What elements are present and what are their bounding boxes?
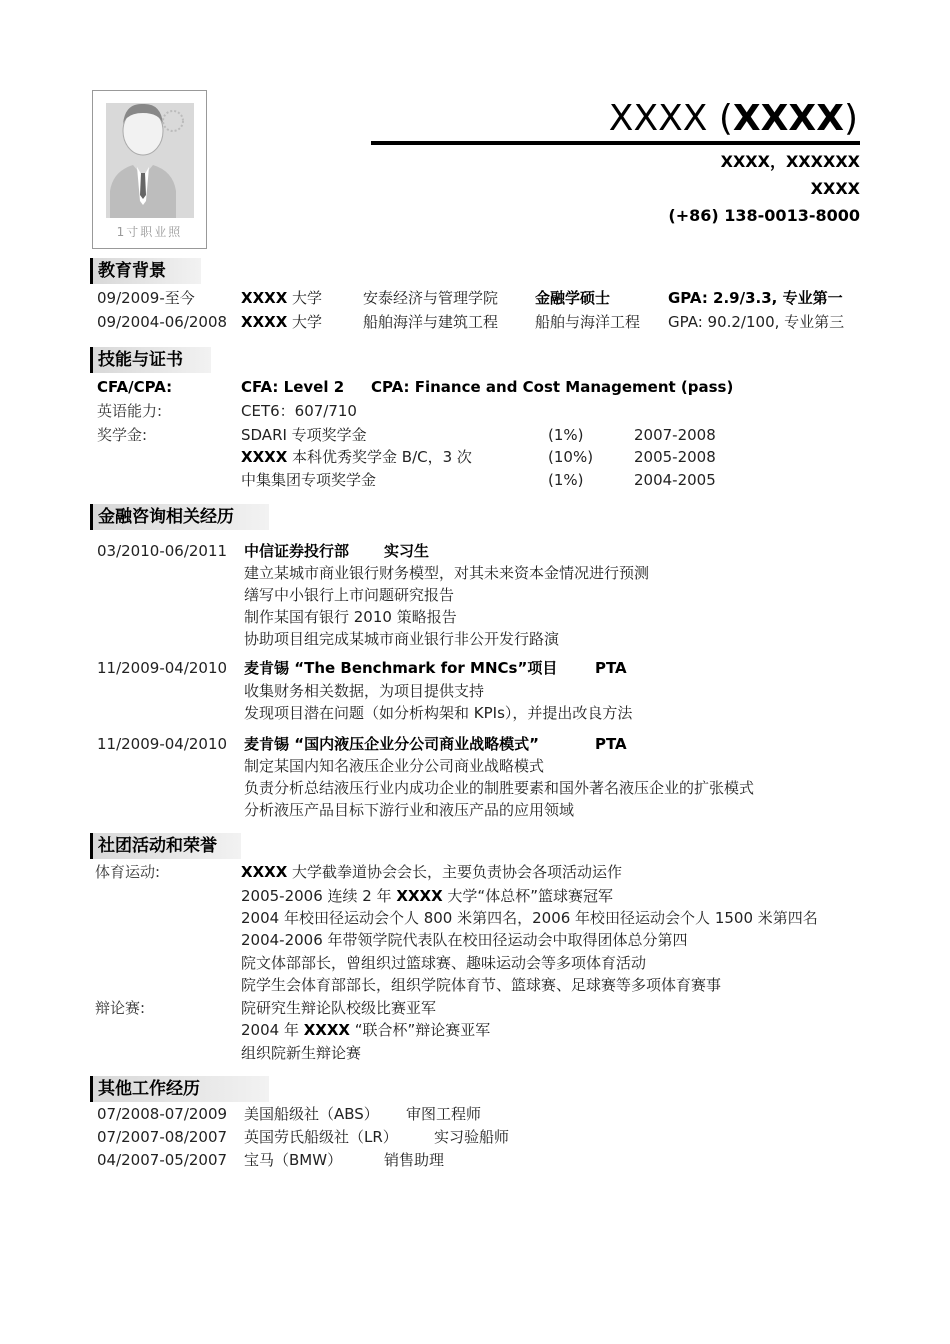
scholarship-years: 2007-2008 (634, 426, 716, 444)
exp-date: 11/2009-04/2010 (97, 659, 228, 677)
scholarship-name: SDARI 专项奖学金 (241, 426, 367, 444)
debate-label: 辩论赛: (95, 999, 146, 1017)
work-role: 审图工程师 (406, 1105, 482, 1123)
work-org: 美国船级社（ABS） (244, 1105, 379, 1123)
cert-label: CFA/CPA: (97, 378, 173, 396)
cfa-level: CFA: Level 2 (241, 378, 345, 396)
debate-item: 院研究生辩论队校级比赛亚军 (241, 999, 437, 1017)
sports-item: 院学生会体育部部长，组织学院体育节、篮球赛、足球赛等多项体育赛事 (241, 976, 722, 994)
edu-date: 09/2004-06/2008 (97, 313, 228, 331)
edu-college: 船舶海洋与建筑工程 (363, 313, 499, 331)
edu-school: XXXX 大学 (241, 313, 323, 331)
exp-item: 制定某国内知名液压企业分公司商业战略模式 (244, 757, 545, 775)
exp-item: 收集财务相关数据，为项目提供支持 (244, 682, 485, 700)
english-score: CET6：607/710 (241, 402, 357, 420)
scholarship-years: 2004-2005 (634, 471, 716, 489)
exp-item: 协助项目组完成某城市商业银行非公开发行路演 (244, 630, 560, 648)
exp-item: 负责分析总结液压行业内成功企业的制胜要素和国外著名液压企业的扩张模式 (244, 779, 755, 797)
work-org: 宝马（BMW） (244, 1151, 343, 1169)
edu-date: 09/2009-至今 (97, 289, 195, 307)
exp-org: 中信证券投行部 (244, 542, 350, 560)
work-role: 实习验船师 (434, 1128, 510, 1146)
debate-item: 2004 年 XXXX “联合杯”辩论赛亚军 (241, 1021, 491, 1039)
scholarship-pct: (10%) (548, 448, 594, 466)
section-header-finance: 金融咨询相关经历 (90, 504, 269, 530)
section-header-clubs: 社团活动和荣誉 (90, 833, 241, 859)
contact-phone: (+86) 138-0013-8000 (668, 206, 860, 225)
section-header-other: 其他工作经历 (90, 1076, 269, 1102)
contact-line-1: XXXX，XXXXXX (720, 152, 860, 171)
exp-org: 麦肯锡 “The Benchmark for MNCs”项目 (244, 659, 558, 677)
exp-role: PTA (595, 735, 627, 753)
sports-item: XXXX 大学截拳道协会会长，主要负责协会各项活动运作 (241, 863, 623, 881)
section-header-skills: 技能与证书 (90, 347, 211, 373)
edu-college: 安泰经济与管理学院 (363, 289, 499, 307)
exp-role: 实习生 (384, 542, 430, 560)
work-role: 销售助理 (384, 1151, 445, 1169)
scholarship-pct: (1%) (548, 426, 584, 444)
exp-role: PTA (595, 659, 627, 677)
work-date: 07/2007-08/2007 (97, 1128, 228, 1146)
work-date: 04/2007-05/2007 (97, 1151, 228, 1169)
sports-item: 2004-2006 年带领学院代表队在校田径运动会中取得团体总分第四 (241, 931, 688, 949)
photo-caption: 1寸职业照 (116, 225, 183, 239)
exp-org: 麦肯锡 “国内液压企业分公司商业战略模式” (244, 735, 539, 753)
exp-item: 缮写中小银行上市问题研究报告 (244, 586, 455, 604)
edu-degree: 金融学硕士 (535, 289, 611, 307)
edu-degree: 船舶与海洋工程 (535, 313, 641, 331)
sports-item: 院文体部部长，曾组织过篮球赛、趣味运动会等多项体育活动 (241, 954, 647, 972)
scholarship-years: 2005-2008 (634, 448, 716, 466)
work-date: 07/2008-07/2009 (97, 1105, 228, 1123)
scholarship-label: 奖学金: (97, 426, 148, 444)
edu-gpa: GPA: 90.2/100, 专业第三 (668, 313, 845, 331)
edu-school: XXXX 大学 (241, 289, 323, 307)
exp-date: 11/2009-04/2010 (97, 735, 228, 753)
exp-item: 发现项目潜在问题（如分析构架和 KPIs），并提出改良方法 (244, 704, 633, 722)
page-title: XXXX (XXXX) (608, 98, 858, 139)
exp-date: 03/2010-06/2011 (97, 542, 228, 560)
title-divider (371, 141, 860, 145)
sports-label: 体育运动: (95, 863, 161, 881)
english-label: 英语能力: (97, 402, 163, 420)
sports-item: 2005-2006 连续 2 年 XXXX 大学“体总杯”篮球赛冠军 (241, 887, 613, 905)
scholarship-pct: (1%) (548, 471, 584, 489)
profile-photo (92, 90, 207, 249)
edu-gpa: GPA: 2.9/3.3, 专业第一 (668, 289, 843, 307)
debate-item: 组织院新生辩论赛 (241, 1044, 362, 1062)
sports-item: 2004 年校田径运动会个人 800 米第四名，2006 年校田径运动会个人 1500 米第四名 (241, 909, 818, 927)
exp-item: 建立某城市商业银行财务模型，对其未来资本金情况进行预测 (244, 564, 650, 582)
cpa-status: CPA: Finance and Cost Management (pass) (371, 378, 734, 396)
scholarship-name: 中集集团专项奖学金 (241, 471, 377, 489)
contact-line-2: XXXX (810, 179, 860, 198)
scholarship-name: XXXX 本科优秀奖学金 B/C，3 次 (241, 448, 472, 466)
section-header-education: 教育背景 (90, 258, 201, 284)
work-org: 英国劳氏船级社（LR） (244, 1128, 398, 1146)
exp-item: 制作某国有银行 2010 策略报告 (244, 608, 457, 626)
exp-item: 分析液压产品目标下游行业和液压产品的应用领域 (244, 801, 575, 819)
